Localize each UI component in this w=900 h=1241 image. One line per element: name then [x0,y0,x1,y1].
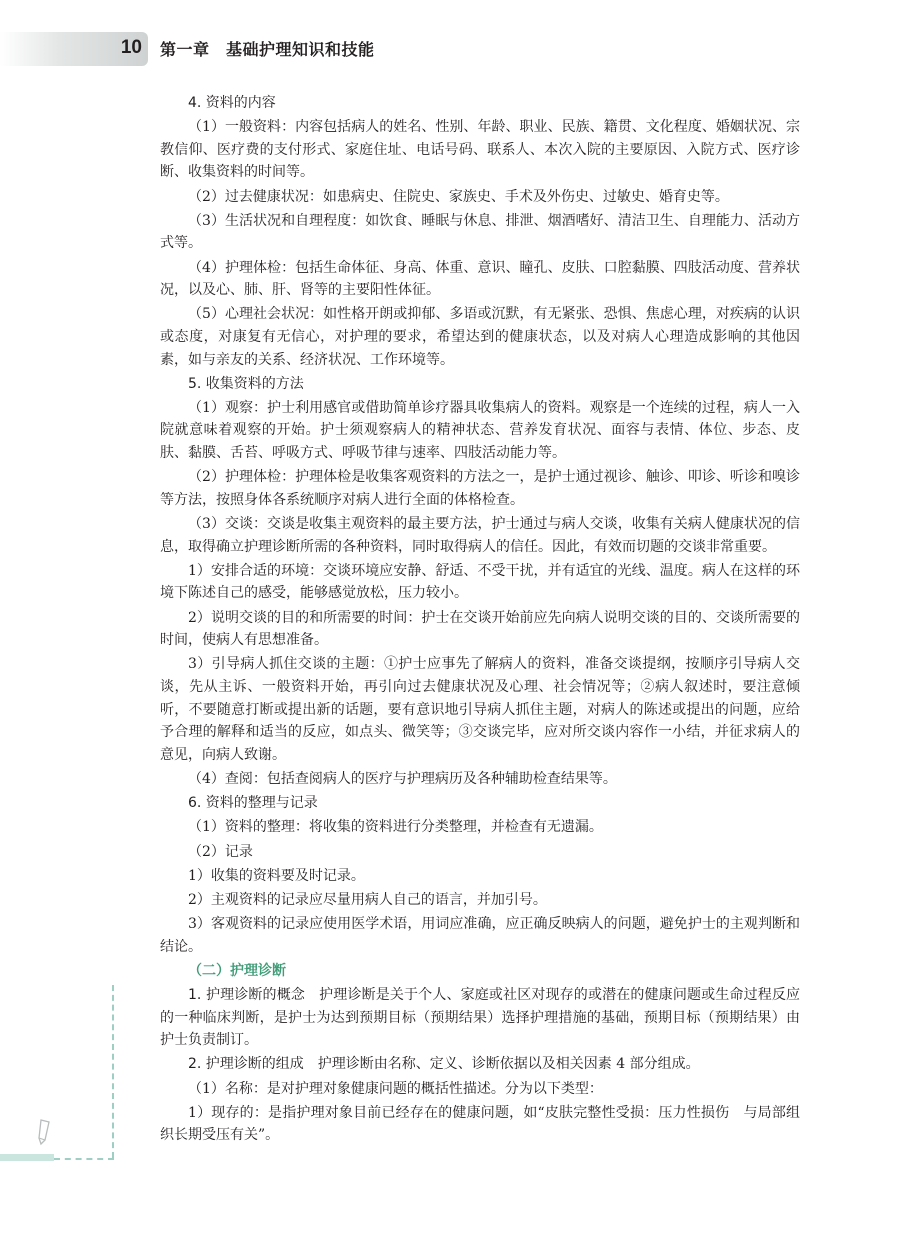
paragraph: （1）观察：护士利用感官或借助简单诊疗器具收集病人的资料。观察是一个连续的过程，病人一入院就意味着观察的开始。护士须观察病人的精神状态、营养发育状况、面容与表情、体位、步态、皮肤、黏膜、舌苔、呼吸方式、呼吸节律与速率、四肢活动能力等。 [160,399,800,462]
term-lead: 2. 护理诊断的组成 [188,1056,304,1073]
paragraph: （1）一般资料：内容包括病人的姓名、性别、年龄、职业、民族、籍贯、文化程度、婚姻状况、宗教信仰、医疗费的支付形式、家庭住址、电话号码、联系人、本次入院的主要原因、入院方式、医疗诊断、收集资料的时间等。 [160,119,800,181]
term-text: 护理诊断由名称、定义、诊断依据以及相关因素 4 部分组成。 [303,1056,700,1073]
paragraph: （3）生活状况和自理程度：如饮食、睡眠与休息、排泄、烟酒嗜好、清洁卫生、自理能力、活动方式等。 [160,212,800,252]
paragraph: （1）名称：是对护理对象健康问题的概括性描述。分为以下类型： [188,1080,603,1097]
paragraph: （2）过去健康状况：如患病史、住院史、家族史、手术及外伤史、过敏史、婚育史等。 [188,188,729,205]
term-text: 护理诊断是关于个人、家庭或社区对现存的或潜在的健康问题或生命过程反应的一种临床判断，是护士为达到预期目标（预期结果）选择护理措施的基础，预期目标（预期结果）由护士负责制订。 [160,987,801,1049]
paragraph: （1）资料的整理：将收集的资料进行分类整理，并检查有无遗漏。 [188,819,603,836]
paragraph [160,984,800,1052]
heading-data-content: 4. 资料的内容 [188,95,276,111]
paragraph: 1）安排合适的环境：交谈环境应安静、舒适、不受干扰，并有适宜的光线、温度。病人在这样的环境下陈述自己的感受，能够感觉放松，压力较小。 [160,562,800,602]
paragraph: （5）心理社会状况：如性格开朗或抑郁、多语或沉默，有无紧张、恐惧、焦虑心理，对疾病的认识或态度，对康复有无信心，对护理的要求，希望达到的健康状态，以及对病人心理造成影响的其他因素，如与亲友的关系、经济状况、工作环境等。 [160,306,800,368]
paragraph: 1）收集的资料要及时记录。 [188,867,365,884]
paragraph: 3）引导病人抓住交谈的主题：①护士应事先了解病人的资料，准备交谈提纲，按顺序引导病人交谈，先从主诉、一般资料开始，再引向过去健康状况及心理、社会情况等；②病人叙述时，要注意倾听，不要随意打断或提出新的话题，要有意识地引导病人抓住主题，对病人的陈述或提出的问题，应给予合理的解释和适当的反应，如点头、微笑等；③交谈完毕，应对所交谈内容作一小结，并征求病人的意见，向病人致谢。 [160,656,800,763]
paragraph: 3）客观资料的记录应使用医学术语，用词应准确，应正确反映病人的问题，避免护士的主观判断和结论。 [160,916,800,955]
pencil-icon [35,1118,55,1146]
chapter-title: 第一章 基础护理知识和技能 [160,40,375,59]
paragraph: （2）护理体检：护理体检是收集客观资料的方法之一，是护士通过视诊、触诊、叩诊、听诊和嗅诊等方法，按照身体各系统顺序对病人进行全面的体格检查。 [160,469,800,508]
margin-dashed-line [112,985,114,1158]
paragraph: （4）护理体检：包括生命体征、身高、体重、意识、瞳孔、皮肤、口腔黏膜、四肢活动度、营养状况，以及心、肺、肝、肾等的主要阳性体征。 [160,259,800,299]
paragraph: （4）查阅：包括查阅病人的医疗与护理病历及各种辅助检查结果等。 [188,770,617,787]
paragraph: 2）主观资料的记录应尽量用病人自己的语言，并加引号。 [188,891,547,908]
paragraph: （3）交谈：交谈是收集主观资料的最主要方法，护士通过与病人交谈，收集有关病人健康状况的信息，取得确立护理诊断所需的各种资料，同时取得病人的信任。因此，有效而切题的交谈非常重要。 [160,516,800,555]
paragraph: 1）现存的：是指护理对象目前已经存在的健康问题，如“皮肤完整性受损：压力性损伤 与局部组织长期受压有关”。 [160,1104,800,1144]
footer-bar [0,1154,54,1161]
heading-organize-record: 6. 资料的整理与记录 [188,795,318,812]
paragraph: （2）记录 [188,843,253,860]
heading-collection-methods: 5. 收集资料的方法 [188,375,304,392]
footer-dashed-line [54,1158,114,1160]
page-content [160,92,800,1149]
section-heading-nursing-diagnosis: （二）护理诊断 [188,962,286,979]
paragraph [160,1053,800,1076]
page-number: 10 [120,37,142,58]
term-lead: 1. 护理诊断的概念 [188,987,305,1004]
paragraph: 2）说明交谈的目的和所需要的时间：护士在交谈开始前应先向病人说明交谈的目的、交谈所需要的时间，使病人有思想准备。 [160,609,800,649]
